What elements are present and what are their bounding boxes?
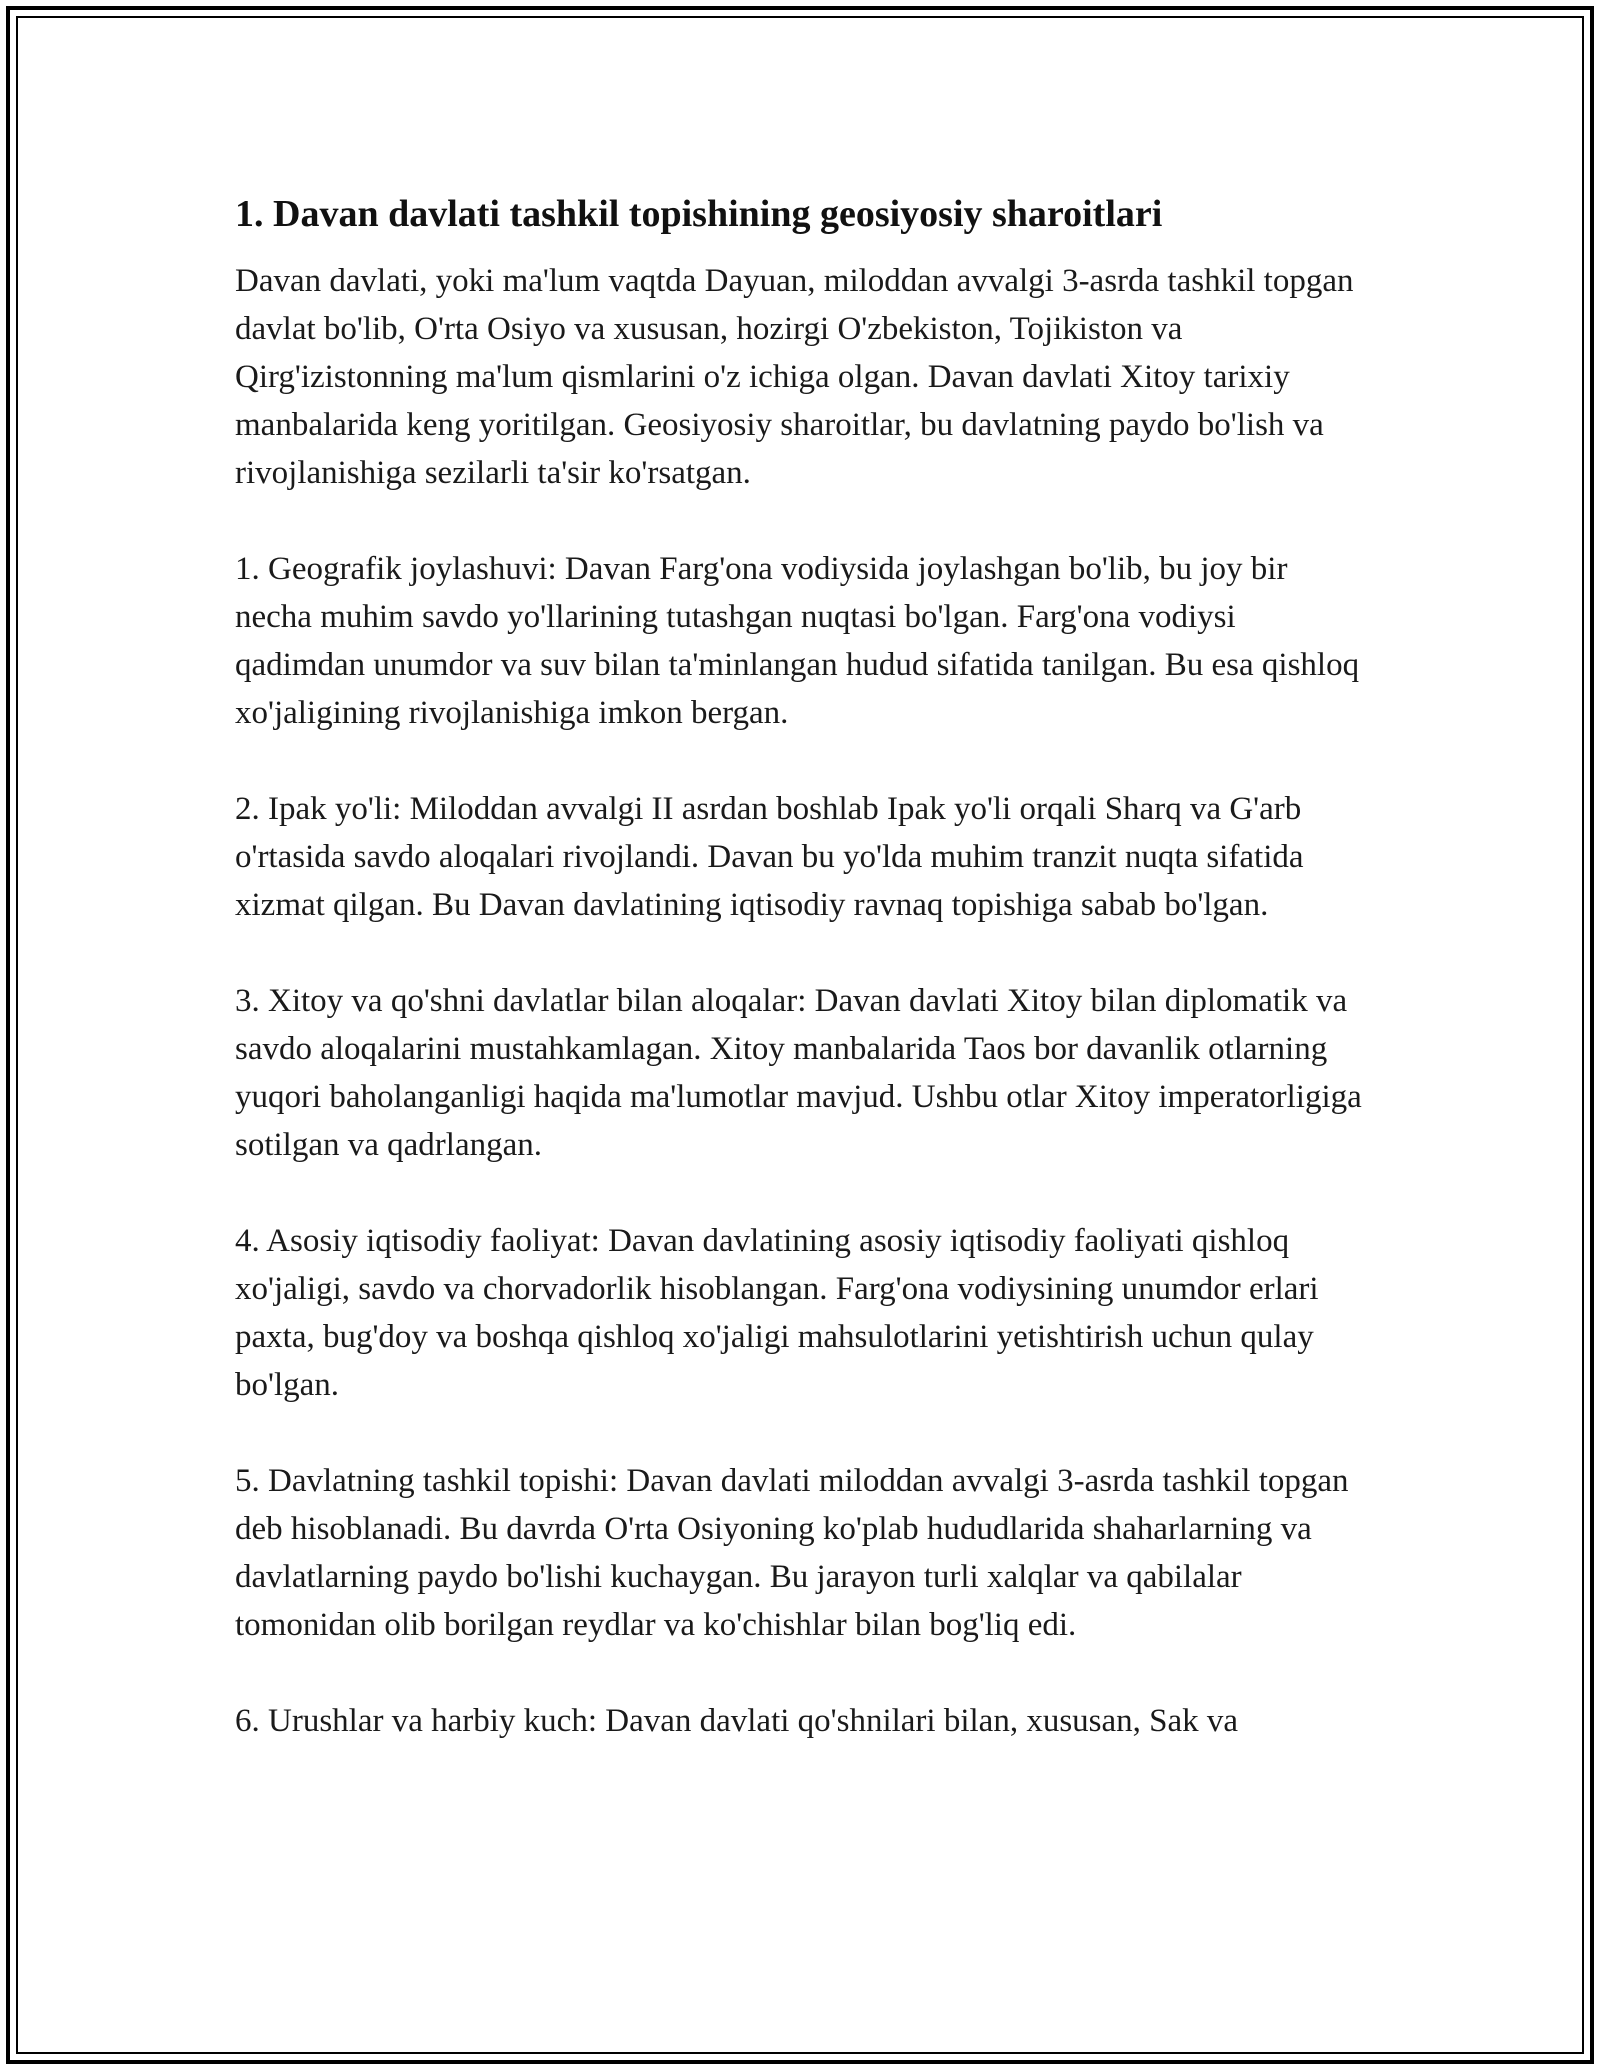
paragraph-xitoy-aloqalar: 3. Xitoy va qo'shni davlatlar bilan aloqalar: Davan davlati Xitoy bilan diplomatik va savdo aloqalarini mustahkamlagan. Xitoy manbalarida Taos bor davanlik otlarning yuqori baholanganligi haqida ma'lumotlar mavjud. Ushbu otlar Xitoy imperatorligiga sotilgan va qadrlangan. — [235, 983, 1362, 1163]
paragraph-davlat-tashkil-topishi: 5. Davlatning tashkil topishi: Davan davlati miloddan avvalgi 3-asrda tashkil topgan deb hisoblanadi. Bu davrda O'rta Osiyoning ko'plab hududlarida shaharlarning va davlatlarning paydo bo'lishi kuchaygan. Bu jarayon turli xalqlar va qabilalar tomonidan olib borilgan reydlar va ko'chishlar bilan bog'liq edi. — [235, 1463, 1349, 1643]
document-body — [235, 187, 1365, 1793]
intro-paragraph: Davan davlati, yoki ma'lum vaqtda Dayuan, miloddan avvalgi 3-asrda tashkil topgan davlat bo'lib, O'rta Osiyo va xususan, hozirgi O'zbekiston, Tojikiston va Qirg'izistonning ma'lum qismlarini o'z ichiga olgan. Davan davlati Xitoy tarixiy manbalarida keng yoritilgan. Geosiyosiy sharoitlar, bu davlatning paydo bo'lish va rivojlanishiga sezilarli ta'sir ko'rsatgan. — [235, 263, 1354, 491]
paragraph-urushlar-harbiy-kuch: 6. Urushlar va harbiy kuch: Davan davlati qo'shnilari bilan, xususan, Sak va — [235, 1703, 1239, 1739]
paragraph-iqtisodiy-faoliyat: 4. Asosiy iqtisodiy faoliyat: Davan davlatining asosiy iqtisodiy faoliyati qishloq xo'jaligi, savdo va chorvadorlik hisoblangan. Farg'ona vodiysining unumdor erlari paxta, bug'doy va boshqa qishloq xo'jaligi mahsulotlarini yetishtirish uchun qulay bo'lgan. — [235, 1223, 1319, 1403]
paragraph-ipak-yoli: 2. Ipak yo'li: Miloddan avvalgi II asrdan boshlab Ipak yo'li orqali Sharq va G'arb o'rtasida savdo aloqalari rivojlandi. Davan bu yo'lda muhim tranzit nuqta sifatida xizmat qilgan. Bu Davan davlatining iqtisodiy ravnaq topishiga sabab bo'lgan. — [235, 791, 1304, 923]
paragraph-geografik-joylashuvi: 1. Geografik joylashuvi: Davan Farg'ona vodiysida joylashgan bo'lib, bu joy bir necha muhim savdo yo'llarining tutashgan nuqtasi bo'lgan. Farg'ona vodiysi qadimdan unumdor va suv bilan ta'minlangan hudud sifatida tanilgan. Bu esa qishloq xo'jaligining rivojlanishiga imkon bergan. — [235, 551, 1360, 731]
document-heading: 1. Davan davlati tashkil topishining geosiyosiy sharoitlari — [235, 193, 1163, 235]
